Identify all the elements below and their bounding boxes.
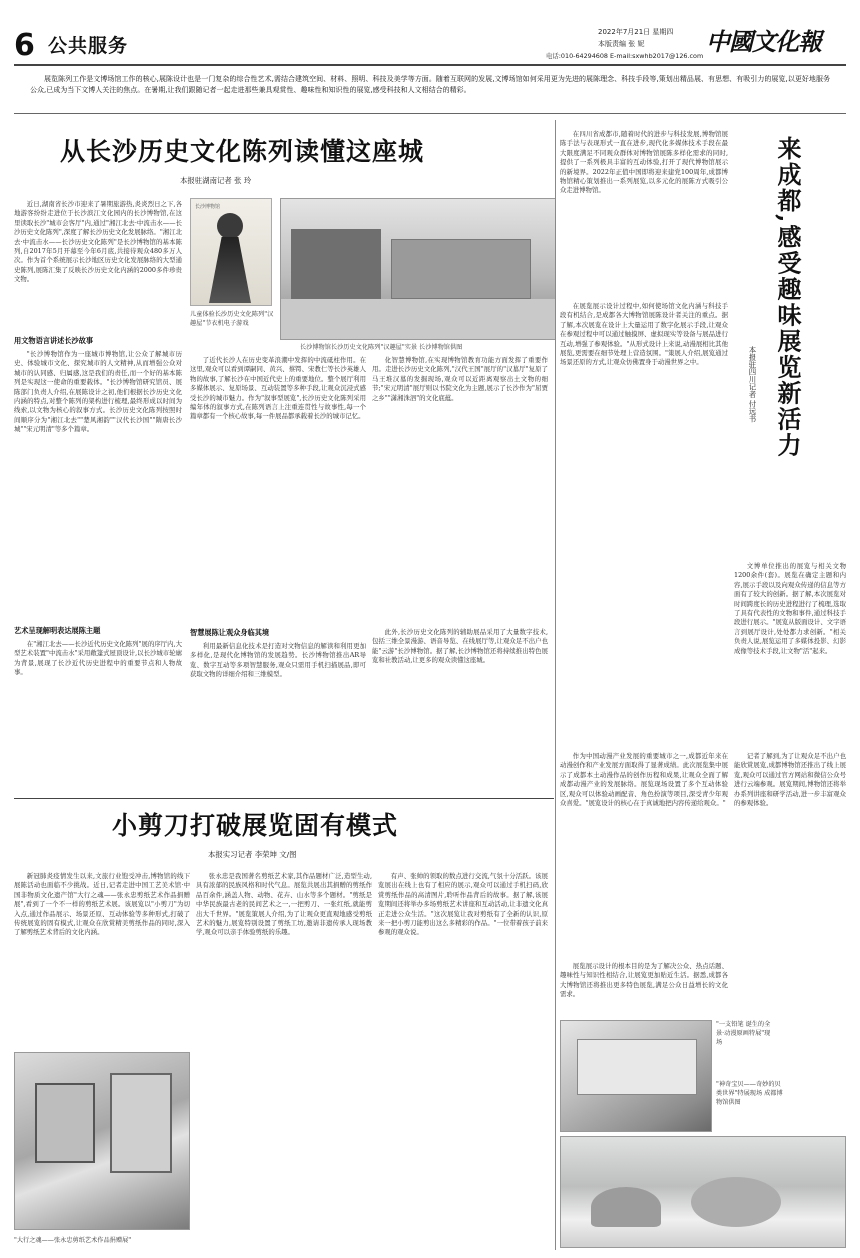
photo-pencil-exhibit [560,1020,712,1132]
intro-text: 展览陈列工作是文博场馆工作的核心,展陈设计也是一门复杂的综合性艺术,需结合建筑空间、材料、照明、科技及美学等方面。随着互联网的发展,文博场馆如何采用更为先进的展陈理念、科技手段等,策划出精品展、有思想、有吸引力的展览,以更好地服务公众,已成为当下文博人关注的焦点。在暑期,让我们跟随记者一起走进那些兼具观赏性、趣味性和知识性的展览,感受科技和人文相结合的精彩。 [30,75,830,94]
article3-col2: 作为中国动漫产业发展的重要城市之一,成都近年来在动漫创作和产业发展方面取得了显著成绩。此次展览集中展示了成都本土动漫作品的创作历程和成果,让观众全面了解成都动漫产业的发展脉络。展览现场设置了多个互动体验区,观众可以体验动画配音、角色扮演等项目,深受青少年观众喜爱。"展览设计的核心在于真诚地把内容传递给观众。" [560,752,728,808]
caption-shell-exhibit: "神奇宝贝——奇妙的贝类世界"特展现场 成都博物馆供图 [716,1081,783,1106]
article1-col1b: "长沙博物馆作为一座城市博物馆,让公众了解城市历史、体验城市文化、探究城市的人文精神,从而增强公众对城市的认同感、归属感,这是我们的责任,而一个好的基本陈列是实现这一使命的重要载体。"长沙博物馆研究馆员、展陈部门负责人介绍,在展陈设计之初,他们根据长沙历史文化内涵的特点,对整个陈列的架构进行梳理,最终形成以时间为线索,以文物为核心的叙事方式。长沙历史文化陈列按照时间顺序分为"湘江北去""楚风湘韵""汉代长沙国""隋唐长沙城""宋元明清"等多个篇章。 [14,350,182,434]
article2-title: 小剪刀打破展览固有模式 [112,811,399,840]
photo-gallery-hall [280,198,556,340]
article2-col1: 新冠肺炎疫情发生以来,文旅行业饱受冲击,博物馆的线下展陈活动也面临不少挑战。近日,记者走进中国工艺美术馆·中国非物质文化遗产馆"大行之魂——张永忠剪纸艺术作品捐赠展",看到了一个不一样的剪纸艺术展。该展览以"小剪刀"为切入点,通过作品展示、场景还原、互动体验等多种形式,打破了传统展览的固有模式,让观众在欣赏精美剪纸作品的同时,深入了解剪纸艺术背后的文化内涵。 [14,872,190,937]
article1-subhead3: 智慧展陈让观众身临其境 [190,628,270,637]
article1-col3b: 此外,长沙历史文化陈列的辅助展品采用了大量数字技术,包括三维全景漫游、语音导览、在线展厅等,让观众足不出户也能"云游"长沙博物馆。据了解,长沙博物馆还将持续推出特色展览和社教活动,让更多的观众读懂这座城。 [372,628,548,665]
article1-col3: 化智慧博物馆,在实现博物馆教育功能方面发挥了重要作用。走进长沙历史文化陈列,"汉代王国"展厅的"汉墓厅"复原了马王堆汉墓的发掘现场,观众可以近距离观察出土文物的细节;"宋元明清"展厅则以书院文化为主题,展示了长沙作为"屈贾之乡""潇湘洙泗"的文化底蕴。 [372,356,548,402]
article3-col1b: 在展览展示设计过程中,如何使场馆文化内涵与科技手段有机结合,是成都各大博物馆展陈设计者关注的重点。据了解,本次展览在设计上大量运用了数字化展示手段,让观众在参观过程中可以通过触摸屏、虚拟现实等设备与展品进行互动,增强了参观体验。"从形式设计上来说,动漫展相比其他展览,更需要在细节处理上营造氛围。"策展人介绍,展览通过场景还原的方式,让观众仿佛置身于动漫世界之中。 [560,302,728,367]
article3-col1: 在四川省成都市,随着时代的进步与科技发展,博物馆展陈手法与表现形式一直在进步,现代化多媒体技术手段在最大限度满足不同观众群体对博物馆展陈多样化需求的同时,提供了一系列极具丰富的互动体验,打开了现代博物馆展示的新境界。2022年正值中国即将迎来建党100周年,成都博物馆精心策划推出一系列展览,以多元化的展陈方式吸引公众走进博物馆。 [560,130,728,195]
article1-subhead2: 艺术呈现解明表达展陈主题 [14,626,101,635]
header-date: 2022年7月21日 星期四 [598,28,674,36]
header-rule [14,64,846,66]
photo-watermark: 长沙博物馆 [195,204,221,210]
article1-byline: 本报驻湖南记者 张 玲 [180,176,252,185]
article1-title: 从长沙历史文化陈列读懂这座城 [60,137,425,166]
caption-pencil-exhibit: "一支铅笔 诞生的全景·动漫原画特展"现场 [716,1021,771,1046]
masthead-logo: 中國文化報 [706,27,821,56]
photo-child-costume [190,198,272,306]
article1-col2b: 利用最新信息化技术是打造对文物信息的解读和利用更加多样化,是现代化博物馆的发展趋势。长沙博物馆推出AR导览、数字互动等多项智慧服务,观众只需用手机扫描展品,即可获取文物的详细介绍和三维模型。 [190,642,366,679]
article3-col3: 文博单位推出的展览与相关文物1200余件(套)。展览在确定主题和内容,展示手段以及向观众传递的信息等方面有了较大的创新。据了解,本次展览对时间跨度长的历史进程进行了梳理,选取了具有代表性的文物和事件,通过科技手段进行展示。"展览从版面设计、文字语言到展厅设计,处处都力求创新。"相关负责人说,展览运用了多媒体投影、幻影成像等技术手段,让文物"活"起来。 [734,562,846,655]
header-editor: 本版责编 张 妮 [598,40,645,48]
article1-bottom-rule [14,798,554,799]
article1-col1c: 在"湘江北去——长沙近代历史文化陈列"展的序厅内,大型艺术装置"中流击水"采用敞篷式屋顶设计,以长沙城市轮廓为背景,展现了长沙近代历史进程中的重要节点和人物故事。 [14,640,182,677]
caption-papercut: "大行之魂——张永忠剪纸艺术作品捐赠展" [14,1237,132,1244]
article3-col2b: 展览展示设计的根本目的是为了解决公众、热点话题、趣味性与知识性相结合,让展览更加贴近生活。据悉,成都各大博物馆还将推出更多特色展览,满足公众日益增长的文化需求。 [560,962,728,999]
article1-col1: 近日,湖南省长沙市迎来了暑期旅游热,炎炎烈日之下,各地游客纷纷走进位于长沙滨江文化园内的长沙博物馆,在这里读取长沙"城市会客厅"内,通过"湘江北去·中流击水——长沙历史文化陈列",深度了解长沙历史文化发展脉络。"湘江北去·中流击水——长沙历史文化陈列"是长沙博物馆的基本陈列,自2017年5月开幕至今年6月底,共接待观众480多万人次。作为首个系统展示长沙地区历史文化发展脉络的大型通史陈列,展陈汇集了反映长沙历史文化内涵的2000多件珍贵文物。 [14,200,182,284]
article3-title: 来成都,感受趣味展览新活力 [773,136,802,459]
section-title: 公共服务 [48,35,129,57]
column-rule-right [555,120,556,1250]
article3-col3b: 记者了解到,为了让观众足不出户也能欣赏展览,成都博物馆还推出了线上展览,观众可以通过官方网站和微信公众号进行云端参观。展览期间,博物馆还将举办系列讲座和研学活动,进一步丰富观众的参观体验。 [734,752,846,808]
article1-col2: 了近代长沙人在历史变革浪潮中发挥的中流砥柱作用。在这里,观众可以看到谭嗣同、黄兴、蔡锷、宋教仁等长沙英雄人物的故事,了解长沙在中国近代史上的重要地位。整个展厅利用多媒体展示、复原场景、互动装置等多种手段,让观众沉浸式感受长沙的城市魅力。作为"叙事型展览",长沙历史文化陈列采用编年体的叙事方式,在陈列语言上注重连贯性与故事性,每一个篇章都有一个核心故事,每一件展品都承载着长沙的城市记忆。 [190,356,366,421]
header-contact: 电话:010-64294608 E-mail:sxwhb2017@126.com [546,52,704,60]
article2-col3: 有声、张帅的领取的数点进行交流,气氛十分活跃。该展览展出在线上也有了相应的展示,观众可以通过手机扫码,欣赏剪纸作品的高清图片,聆听作品背后的故事。据了解,该展览期间还将举办多场剪纸艺术讲座和互动活动,让非遗文化真正走进公众生活。"这次展览让我对剪纸有了全新的认识,原来一把小剪刀能剪出这么多精彩的作品。"一位带着孩子前来参观的观众说。 [378,872,548,937]
caption-child: 儿童体验长沙历史文化陈列"汉趣屋"节衣机电子游戏 [190,311,274,327]
caption-gallery: 长沙博物馆长沙历史文化陈列"汉趣屋"实景 长沙博物馆供图 [300,344,463,351]
photo-papercut-exhibition [14,1052,190,1230]
article1-subhead1: 用文物语言讲述长沙故事 [14,336,94,345]
article2-byline: 本报实习记者 李荣坤 文/图 [208,850,297,859]
article2-col2: 张永忠是我国著名剪纸艺术家,其作品题材广泛,造型生动,具有浓郁的民族风格和时代气息。展览共展出其捐赠的剪纸作品百余件,涵盖人物、动物、花卉、山水等多个题材。"剪纸是中华民族最古老的民间艺术之一,一把剪刀、一张红纸,就能剪出大千世界。"展览策展人介绍,为了让观众更直观地感受剪纸艺术的魅力,展览特别设置了剪纸工坊,邀请非遗传承人现场教学,观众可以亲手体验剪纸的乐趣。 [196,872,372,937]
photo-shell-exhibit [560,1136,846,1248]
page-number: 6 [14,28,35,63]
article3-byline: 本报驻四川记者 付远书 [748,346,757,423]
